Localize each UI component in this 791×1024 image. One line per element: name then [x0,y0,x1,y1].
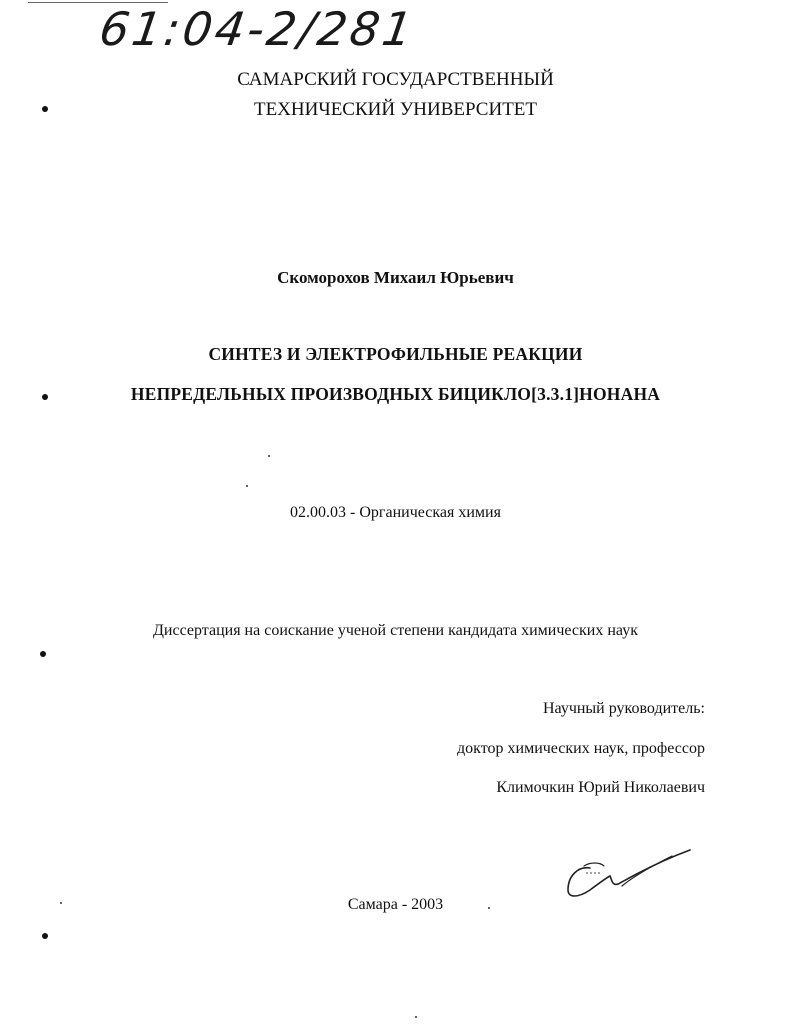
supervisor-label: Научный руководитель: [542,700,705,717]
margin-punch-mark [42,106,48,112]
margin-punch-mark [40,651,46,657]
university-line-2: ТЕХНИЧЕСКИЙ УНИВЕРСИТЕТ [253,99,538,120]
scan-speck [60,902,62,904]
scan-speck [488,907,490,909]
title-line-2: НЕПРЕДЕЛЬНЫХ ПРОИЗВОДНЫХ БИЦИКЛО[3.3.1]НОНАНА [130,384,661,404]
margin-punch-mark [42,394,48,400]
scan-speck [268,455,270,457]
title-line-1: СИНТЕЗ И ЭЛЕКТРОФИЛЬНЫЕ РЕАКЦИИ [208,344,583,364]
margin-punch-mark [42,933,48,939]
supervisor-rank: доктор химических наук, профессор [457,740,705,757]
degree-statement: Диссертация на соискание ученой степени кандидата химических наук [153,622,638,639]
university-line-1: САМАРСКИЙ ГОСУДАРСТВЕННЫЙ [237,69,554,90]
place-and-year: Самара - 2003 [347,896,444,913]
supervisor-name: Климочкин Юрий Николаевич [496,779,705,796]
author-name: Скоморохов Михаил Юрьевич [277,268,514,287]
archive-stamp: 61:04-2/281 [96,2,419,56]
specialty-code: 02.00.03 - Органическая химия [290,504,501,521]
scan-speck [415,1016,417,1018]
scan-speck [246,485,248,487]
